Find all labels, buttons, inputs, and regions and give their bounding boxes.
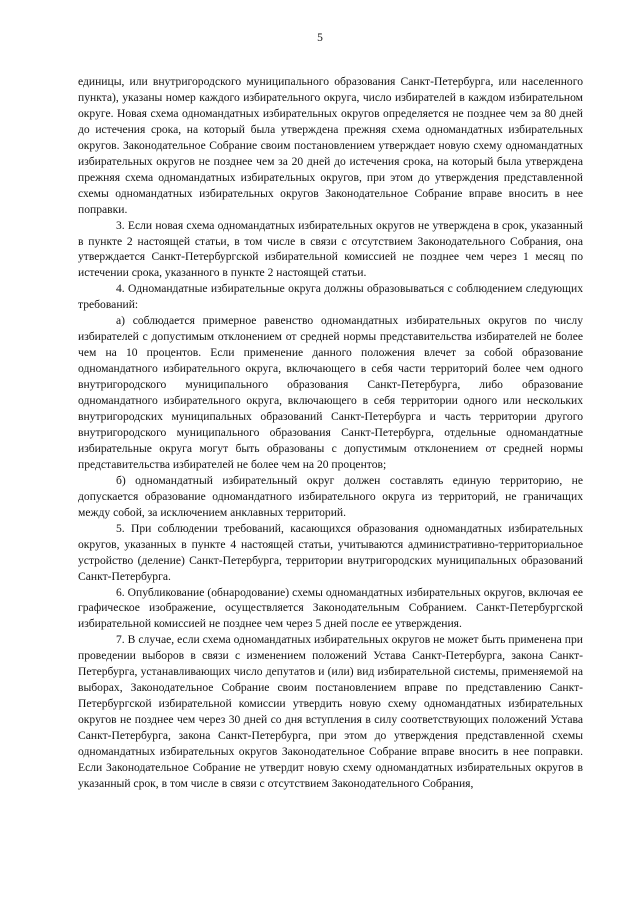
paragraph-item-4: 4. Одномандатные избирательные округа должны образовываться с соблюдением следующих требований: bbox=[78, 282, 583, 312]
paragraph-item-5: 5. При соблюдении требований, касающихся образования одномандатных избирательных округов, указанных в пункте 4 настоящей статьи, учитываются административно-территориальное устройство (деление) Санкт-Петербурга, территории внутригородских муниципальных образований Санкт-Петербурга. bbox=[78, 521, 583, 583]
paragraph-item-4a: а) соблюдается примерное равенство одномандатных избирательных округов по числу избирателей с допустимым отклонением от средней нормы представительства избирателей не более чем на 10 процентов. Если применение данного положения влечет за собой образование одномандатного избирательного округа, включающего в себя части территорий более чем одного внутригородского муниципального образования Санкт-Петербурга, либо образование одномандатного избирательного округа, включающего в себя территории одного или нескольких внутригородских муниципальных образований Санкт-Петербурга и часть территории другого внутригородского муниципального образования Санкт-Петербурга, отдельные одномандатные избирательные округа могут быть образованы с допустимым отклонением от средней нормы представительства избирателей не более чем на 20 процентов; bbox=[78, 314, 583, 471]
paragraph-item-3: 3. Если новая схема одномандатных избирательных округов не утверждена в срок, указанный в пункте 2 настоящей статьи, в том числе в связи с отсутствием Законодательного Собрания, она утверждается Санкт-Петербургской избирательной комиссией не позднее чем через 1 месяц по истечении срока, указанного в пункте 2 настоящей статьи. bbox=[78, 218, 583, 280]
paragraph-item-7: 7. В случае, если схема одномандатных избирательных округов не может быть применена при проведении выборов в связи с изменением положений Устава Санкт-Петербурга, закона Санкт-Петербурга, устанавливающих число депутатов и (или) вид избирательной системы, применяемой на выборах, Законодательное Собрание своим постановлением вправе по представлению Санкт-Петербургской избирательной комиссии утвердить новую схему одномандатных избирательных округов не позднее чем через 30 дней со дня вступления в силу соответствующих положений Устава Санкт-Петербурга, закона Санкт-Петербурга, при этом до утверждения представленной схемы одномандатных избирательных округов Законодательное Собрание вправе вносить в нее поправки. Если Законодательное Собрание не утвердит новую схему одномандатных избирательных округов в указанный срок, в том числе в связи с отсутствием Законодательного Собрания, bbox=[78, 633, 583, 790]
page-number: 5 bbox=[317, 32, 323, 44]
document-body bbox=[78, 74, 583, 792]
paragraph-item-6: 6. Опубликование (обнародование) схемы одномандатных избирательных округов, включая ее графическое изображение, осуществляется Законодательным Собранием. Санкт-Петербургской избирательной комиссией не позднее чем через 5 дней после ее утверждения. bbox=[78, 585, 583, 631]
paragraph-item-4b: б) одномандатный избирательный округ должен составлять единую территорию, не допускается образование одномандатного избирательного округа из территорий, не граничащих между собой, за исключением анклавных территорий. bbox=[78, 473, 583, 519]
paragraph-continuation: единицы, или внутригородского муниципального образования Санкт-Петербурга, или населенного пункта), указаны номер каждого избирательного округа, число избирателей в каждом избирательном округе. Новая схема одномандатных избирательных округов определяется не позднее чем за 80 дней до истечения срока, на который была утверждена прежняя схема одномандатных избирательных округов. Законодательное Собрание своим постановлением утверждает новую схему одномандатных избирательных округов не позднее чем за 20 дней до истечения срока, на который была утверждена прежняя схема одномандатных избирательных округов, при этом до утверждения представленной схемы одномандатных избирательных округов Законодательное Собрание вправе вносить в нее поправки. bbox=[78, 75, 583, 216]
